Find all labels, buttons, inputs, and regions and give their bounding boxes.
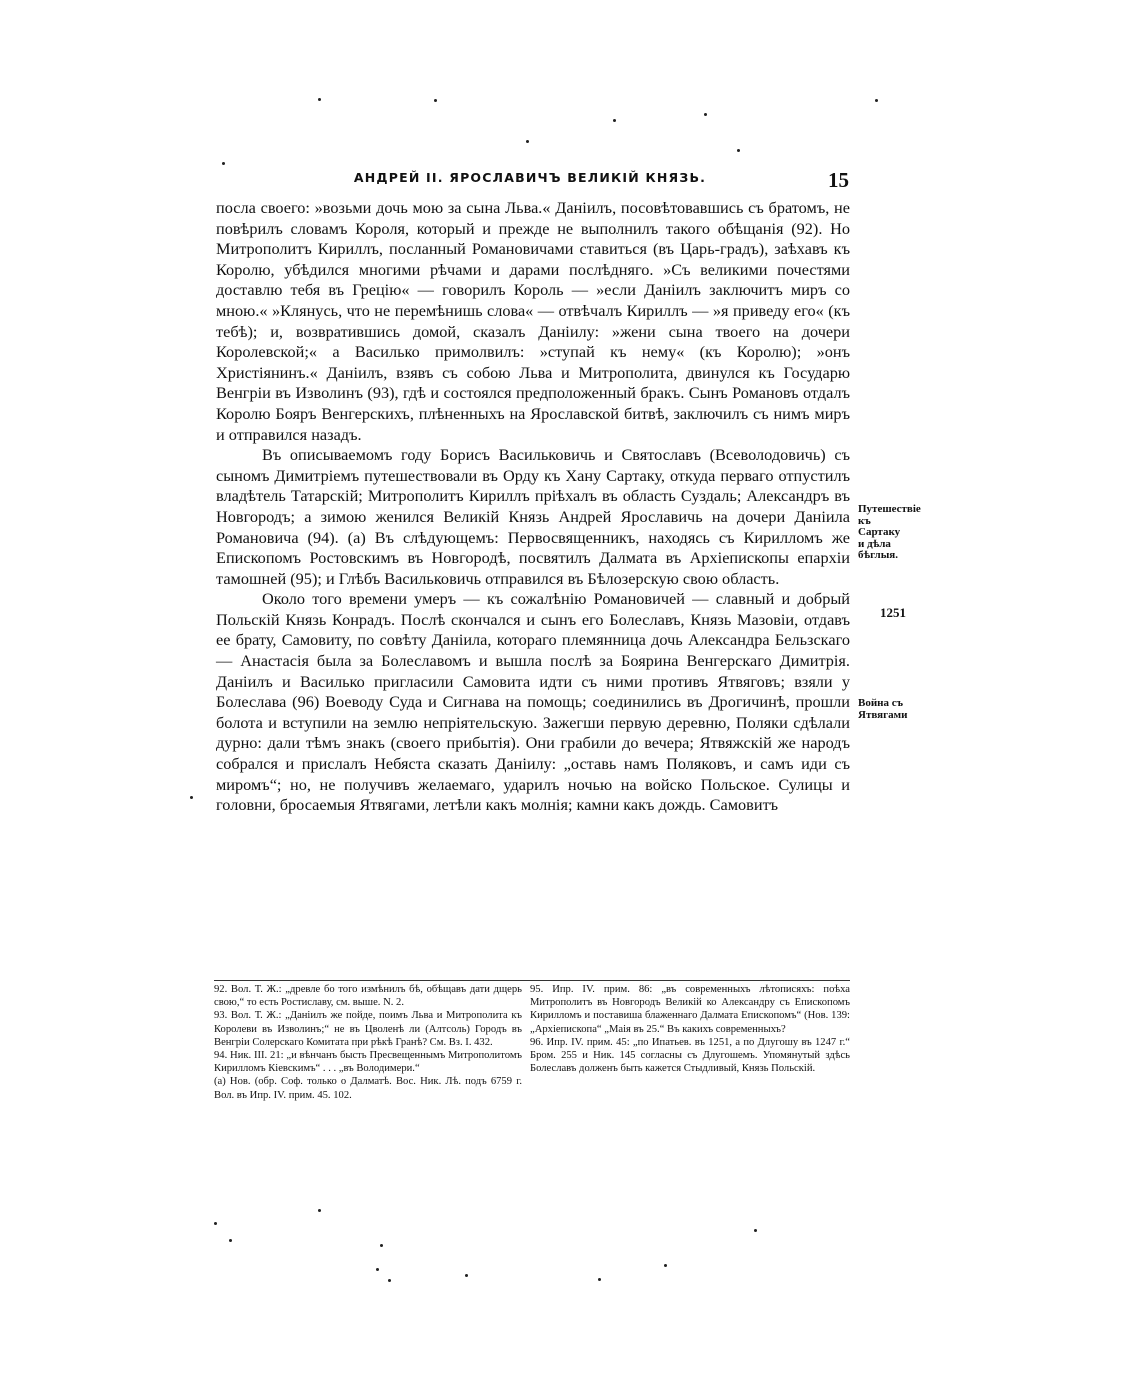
footnote: 92. Вол. Т. Ж.: „древле бо того измѣнилъ бѣ, обѣщавъ дати дщерь свою,“ то есть Ростиславу, см. выше. N. 2. [214, 984, 522, 1009]
page-number: 15 [828, 168, 849, 192]
paragraph: посла своего: »возьми дочь мою за сына Льва.« Даніилъ, посовѣтовавшись съ братомъ, не повѣрилъ словамъ Короля, который и прежде не выполнилъ такого обѣщанія (92). Но Митрополитъ Кириллъ, посланный Романовичами ставиться (въ Царь-градъ), заѣхавъ къ Королю, убѣдился многими рѣчами и дарами послѣдняго. »Съ великими почестями доставлю тебя въ Грецію« — говорилъ Король — »если Даніилъ заключитъ миръ со мною.« »Клянусь, что не перемѣнишь слова« — отвѣчалъ Кириллъ — »я приведу его« (къ тебѣ); и, возвратившись домой, сказалъ Даніилу: »жени сына твоего на дочери Королевской;« а Василько примолвилъ: »ступай къ нему« (къ Королю); »онъ Христіянинъ.« Даніилъ, взявъ съ собою Льва и Митрополита, двинулся къ Государю Венгріи въ Изволинъ (93), гдѣ и состоялся предположенный бракъ. Сынъ Романовъ отдалъ Королю Бояръ Венгерскихъ, плѣненныхъ на Ярославской битвѣ, заключилъ съ нимъ миръ и отправился назадъ. [216, 198, 850, 444]
scan-speck [754, 1229, 757, 1232]
scan-speck [318, 1209, 321, 1212]
scan-speck [704, 113, 707, 116]
paragraph: Около того времени умеръ — къ сожалѣнію Романовичей — славный и добрый Польскій Князь Конрадъ. Послѣ скончался и сынъ его Болеславъ, Князь Мазовіи, отдавъ ее брату, Самовиту, по совѣту Даніила, котораго племянница дочь Александра Бельзскаго — Анастасія была за Болеславомъ и вышла послѣ за Боярина Венгерскаго Димитрія. Даніилъ и Василько пригласили Самовита идти съ ними противъ Ятвяговъ; взяли у Болеслава (96) Воеводу Суда и Сигнава на помощь; соединились въ Дрогичинѣ, прошли болота и вступили на землю непріятельскую. Зажегши первую деревню, Поляки сдѣлали дурно: дали тѣмъ знакъ (своего прибытія). Они грабили до вечера; Ятвяжскій же народъ собрался и прислалъ Небяста сказать Даніилу: „оставь намъ Поляковъ, и самъ иди съ миромъ“; но, не получивъ желаемаго, ударилъ ночью на войско Польское. Сулицы и головни, бросаемыя Ятвягами, летѣли какъ молнія; камни какъ дождь. Самовитъ [216, 589, 850, 815]
footnotes-right [530, 983, 850, 1075]
scan-speck [214, 1222, 217, 1225]
scan-speck [875, 99, 878, 102]
running-header: АНДРЕЙ II. ЯРОСЛАВИЧЪ ВЕЛИКІЙ КНЯЗЬ. [353, 170, 707, 185]
scan-speck [222, 162, 225, 165]
scan-speck [388, 1279, 391, 1282]
footnote: 96. Ипр. IV. прим. 45: „по Ипатьев. въ 1251, а по Длугошу въ 1247 г.“ Бром. 255 и Ник. 145 согласны съ Длугошемъ. Упомянутый здѣсь Болеславъ долженъ быть кажется Стыдливый, Князь Польскій. [530, 1036, 850, 1075]
margin-note-travel: Путешествіе къ Сартаку и дѣла бѣглыя. [858, 503, 921, 561]
paragraph: Въ описываемомъ году Борисъ Васильковичь и Святославъ (Всеволодовичь) съ сыномъ Димитріемъ путешествовали въ Орду къ Хану Сартаку, откуда перваго отпустилъ владѣтель Татарскій; Митрополитъ Кириллъ пріѣхалъ въ область Суздаль; Александръ въ Новгородъ; а зимою женился Великій Князь Андрей Ярославичь на дочери Даніила Романовича (94). (а) Въ слѣдующемъ: Первосвященникъ, находясь съ Кирилломъ же Епископомъ Ростовскимъ въ Новгородѣ, посвятилъ Далмата въ Архіепископы епархіи тамошней (95); и Глѣбъ Васильковичь отправился въ Бѣлозерскую свою область. [216, 445, 850, 588]
footnote: 95. Ипр. IV. прим. 86: „въ современныхъ лѣтописяхъ: поѣха Митрополитъ въ Новгородъ Великій ко Александру съ Епископомъ Кирилломъ и поставиша блаженнаго Далмата Епископомъ“ (Нов. 139: „Архіепископа“ „Маія въ 25.“ Въ какихъ современныхъ? [530, 984, 850, 1035]
scan-speck [737, 149, 740, 152]
footnote-rule [214, 980, 850, 981]
scan-speck [380, 1244, 383, 1247]
scan-speck [598, 1278, 601, 1281]
scan-speck [376, 1268, 379, 1271]
scan-speck [318, 98, 321, 101]
body-text [216, 198, 850, 816]
margin-note-war: Война съ Ятвягами [858, 697, 908, 721]
scan-speck [465, 1274, 468, 1277]
scan-speck [190, 796, 193, 799]
scan-speck [613, 119, 616, 122]
scan-speck [664, 1264, 667, 1267]
footnote: 93. Вол. Т. Ж.: „Даніилъ же пойде, поимъ Льва и Митрополита къ Королеви въ Изволинъ;“ не въ Цволенѣ ли (Алтсоль) Городъ въ Венгріи Солерскаго Комитата при рѣкѣ Гранѣ? См. Вз. I. 432. [214, 1010, 522, 1048]
footnote: 94. Ник. III. 21: „и вѣнчанъ бысть Пресвещеннымъ Митрополитомъ Кирилломъ Кіевскимъ“ . . . „въ Володимери.“ [214, 1050, 522, 1075]
margin-note-year: 1251 [880, 605, 906, 620]
scan-speck [434, 99, 437, 102]
scan-speck [526, 140, 529, 143]
footnote: (а) Нов. (обр. Соф. только о Далматѣ. Вос. Ник. Лѣ. подъ 6759 г. Вол. въ Ипр. IV. прим. 45. 102. [214, 1076, 522, 1101]
footnotes-left [214, 983, 522, 1102]
scan-speck [229, 1239, 232, 1242]
